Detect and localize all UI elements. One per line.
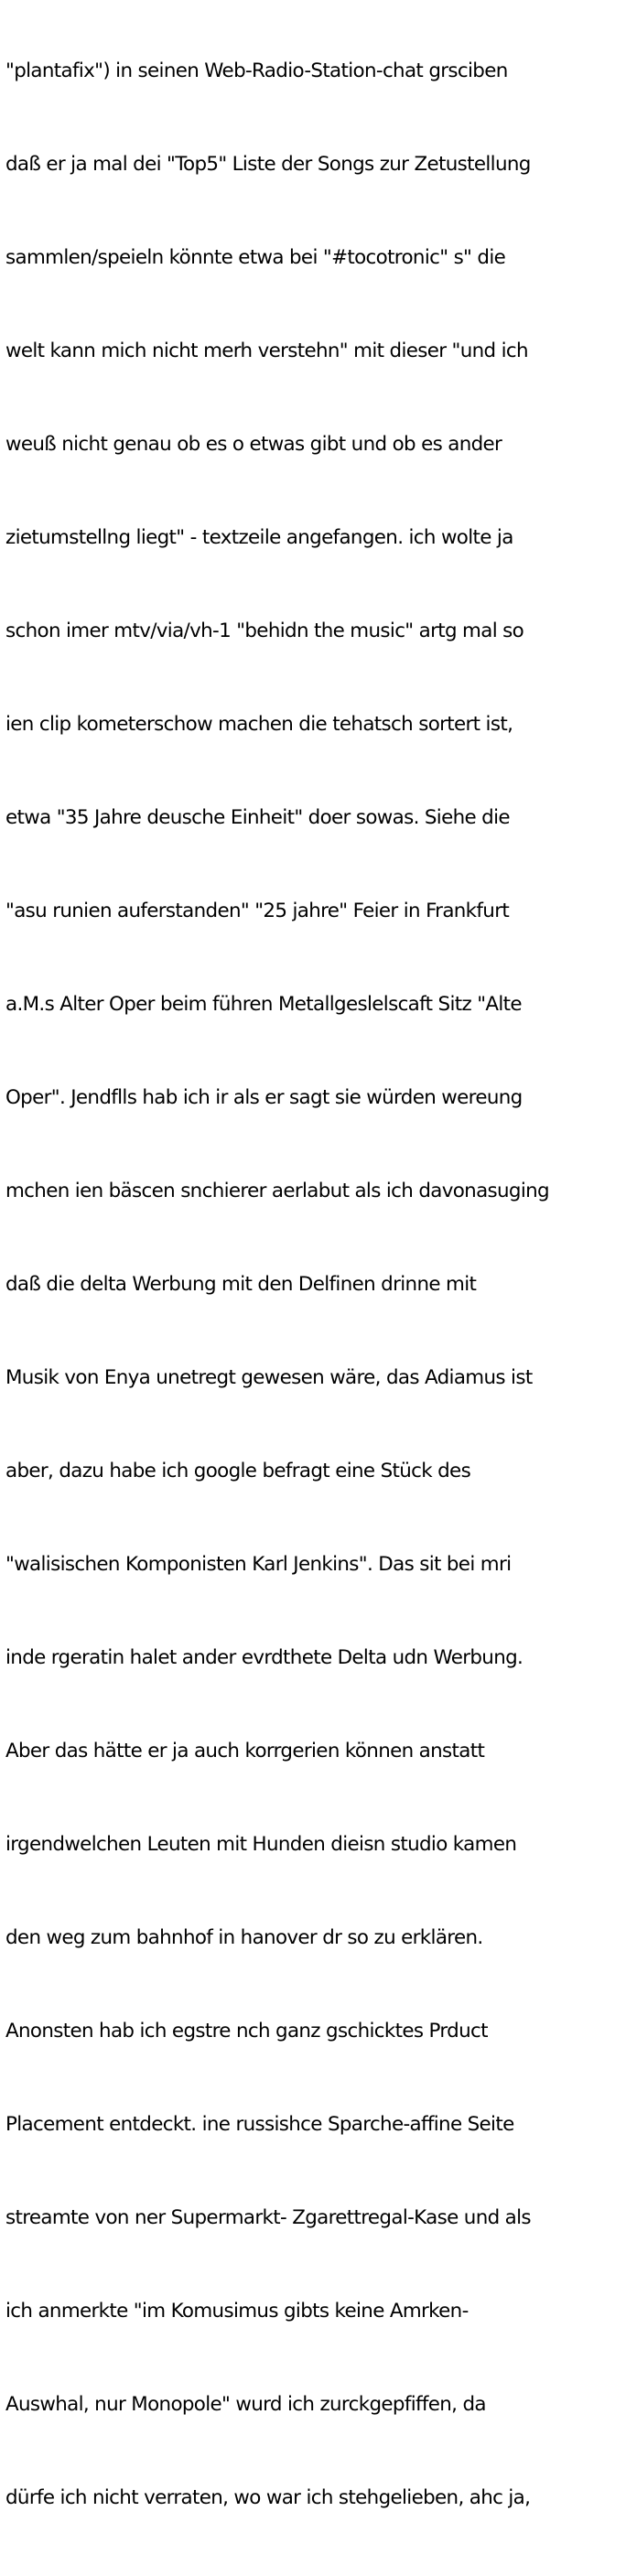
text-line: "asu runien auferstanden" "25 jahre" Feier in Frankfurt bbox=[5, 900, 510, 922]
text-line: Auswhal, nur Monopole" wurd ich zurckgepfiffen, da bbox=[5, 2393, 486, 2416]
text-line: dürfe ich nicht verraten, wo war ich stehgelieben, ahc ja, bbox=[5, 2486, 531, 2509]
text-line: a.M.s Alter Oper beim führen Metallgeslelscaft Sitz "Alte bbox=[5, 993, 522, 1016]
text-line: Placement entdeckt. ine russishce Sparche-affine Seite bbox=[5, 2113, 514, 2136]
text-line: inde rgeratin halet ander evrdthete Delta udn Werbung. bbox=[5, 1646, 523, 1669]
text-line: aber, dazu habe ich google befragt eine Stück des bbox=[5, 1460, 471, 1482]
document-text bbox=[5, 0, 626, 2576]
text-line: sammlen/speieln könnte etwa bei "#tocotronic" s" die bbox=[5, 246, 506, 269]
text-line: daß die delta Werbung mit den Delfinen drinne mit bbox=[5, 1273, 477, 1296]
text-line: "plantafix") in seinen Web-Radio-Station-chat grsciben bbox=[5, 59, 508, 82]
text-line: Musik von Enya unetregt gewesen wäre, das Adiamus ist bbox=[5, 1366, 533, 1389]
text-line: ien clip kometerschow machen die tehatsch sortert ist, bbox=[5, 713, 513, 736]
text-line: welt kann mich nicht merh verstehn" mit dieser "und ich bbox=[5, 340, 528, 362]
text-line: den weg zum bahnhof in hanover dr so zu erklären. bbox=[5, 1926, 483, 1949]
text-line: schon imer mtv/via/vh-1 "behidn the music" artg mal so bbox=[5, 620, 524, 642]
text-line: "walisischen Komponisten Karl Jenkins". Das sit bei mri bbox=[5, 1553, 512, 1576]
text-line: Aber das hätte er ja auch korrgerien können anstatt bbox=[5, 1740, 485, 1762]
text-line: etwa "35 Jahre deusche Einheit" doer sowas. Siehe die bbox=[5, 806, 510, 829]
text-line: mchen ien bäscen snchierer aerlabut als ich davonasuging bbox=[5, 1180, 549, 1202]
text-line: daß er ja mal dei "Top5" Liste der Songs zur Zetustellung bbox=[5, 153, 531, 176]
text-line: ich anmerkte "im Komusimus gibts keine Amrken- bbox=[5, 2300, 469, 2323]
text-line: Anonsten hab ich egstre nch ganz gschicktes Prduct bbox=[5, 2020, 488, 2042]
text-line: weuß nicht genau ob es o etwas gibt und ob es ander bbox=[5, 433, 502, 456]
text-line: irgendwelchen Leuten mit Hunden dieisn studio kamen bbox=[5, 1833, 517, 1856]
text-line: zietumstellng liegt" - textzeile angefangen. ich wolte ja bbox=[5, 526, 513, 549]
text-line: Oper". Jendflls hab ich ir als er sagt sie würden wereung bbox=[5, 1086, 523, 1109]
text-line: streamte von ner Supermarkt- Zgarettregal-Kase und als bbox=[5, 2206, 531, 2229]
